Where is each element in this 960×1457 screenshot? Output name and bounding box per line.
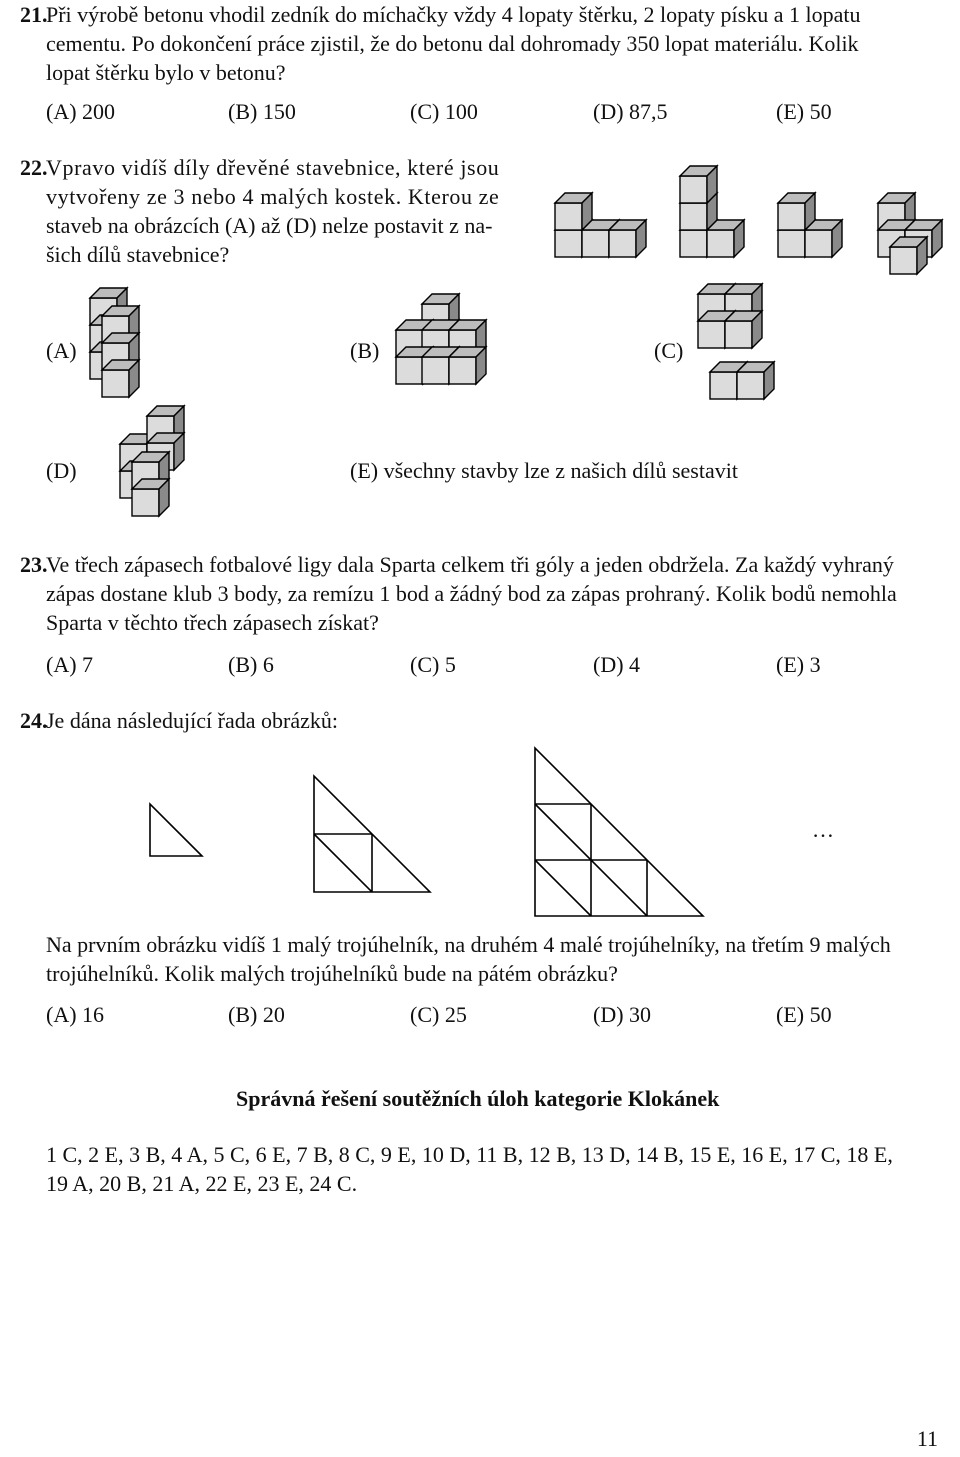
q22-number: 22. [20,155,48,180]
q21-line1: Při výrobě betonu vhodil zedník do míchačky vždy 4 lopaty štěrku, 2 lopaty písku a 1 lopatu [46,2,861,27]
page-number: 11 [916,1426,938,1451]
q24-number: 24. [20,708,48,733]
q21-option-e[interactable]: (E) 50 [776,99,832,124]
q22-line2: vytvořeny ze 3 nebo 4 malých kostek. Kterou ze [46,184,500,209]
building-b-figure [394,290,504,410]
q23-line2: zápas dostane klub 3 body, za remízu 1 bod a žádný bod za zápas prohraný. Kolik bodů nemohla [46,581,897,606]
building-d-figure [118,398,208,528]
sequence-ellipsis: … [812,817,834,842]
solutions-line2: 19 A, 20 B, 21 A, 22 E, 23 E, 24 C. [46,1171,358,1196]
solutions-heading: Správná řešení soutěžních úloh kategorie Klokánek [236,1086,720,1111]
q24-option-a[interactable]: (A) 16 [46,1002,105,1027]
q24-line1: Na prvním obrázku vidíš 1 malý trojúhelník, na druhém 4 malé trojúhelníky, na třetím 9 malých [46,932,891,957]
q23-option-b[interactable]: (B) 6 [228,652,274,677]
q21-number: 21. [20,2,48,27]
q22-line4: šich dílů stavebnice? [46,242,230,267]
q21-option-d[interactable]: (D) 87,5 [593,99,668,124]
q24-option-e[interactable]: (E) 50 [776,1002,832,1027]
kit-piece-1 [555,193,646,257]
q21-option-a[interactable]: (A) 200 [46,99,116,124]
q22-option-c[interactable]: (C) [654,338,684,363]
q23-option-a[interactable]: (A) 7 [46,652,94,677]
q22-option-d[interactable]: (D) [46,458,77,483]
q24-option-c[interactable]: (C) 25 [410,1002,467,1027]
kit-piece-3 [778,193,842,257]
q23-option-d[interactable]: (D) 4 [593,652,641,677]
q23-option-e[interactable]: (E) 3 [776,652,821,677]
kit-pieces-figure [550,150,960,280]
building-c-figure [696,280,786,410]
triangle-figure-3 [535,748,703,916]
q24-line2: trojúhelníků. Kolik malých trojúhelníků bude na pátém obrázku? [46,961,618,986]
kit-piece-4 [878,193,942,274]
q22-line1: Vpravo vidíš díly dřevěné stavebnice, které jsou [46,155,500,180]
q22-line3: staveb na obrázcích (A) až (D) nelze postavit z na- [46,213,493,238]
solutions-line1: 1 C, 2 E, 3 B, 4 A, 5 C, 6 E, 7 B, 8 C, 9 E, 10 D, 11 B, 12 B, 13 D, 14 B, 15 E, 16 E, 17 C, 18 E, [46,1142,893,1167]
q24-option-b[interactable]: (B) 20 [228,1002,285,1027]
q21-line2: cementu. Po dokončení práce zjistil, že do betonu dal dohromady 350 lopat materiálu. Kolik [46,31,859,56]
q22-option-b[interactable]: (B) [350,338,380,363]
q23-option-c[interactable]: (C) 5 [410,652,456,677]
q21-line3: lopat štěrku bylo v betonu? [46,60,286,85]
q24-intro: Je dána následující řada obrázků: [46,708,338,733]
q23-line1: Ve třech zápasech fotbalové ligy dala Sparta celkem tři góly a jeden obdržela. Za každý vyhraný [46,552,894,577]
q23-number: 23. [20,552,48,577]
q21-option-b[interactable]: (B) 150 [228,99,296,124]
triangle-figure-2 [314,776,430,892]
q21-option-c[interactable]: (C) 100 [410,99,478,124]
q22-option-e[interactable]: (E) všechny stavby lze z našich dílů sestavit [350,458,738,483]
triangle-figure-1 [150,804,202,856]
q22-option-a[interactable]: (A) [46,338,77,363]
q23-line3: Sparta v těchto třech zápasech získat? [46,610,379,635]
kit-piece-2 [680,166,744,257]
building-a-figure [88,278,178,408]
q24-option-d[interactable]: (D) 30 [593,1002,652,1027]
